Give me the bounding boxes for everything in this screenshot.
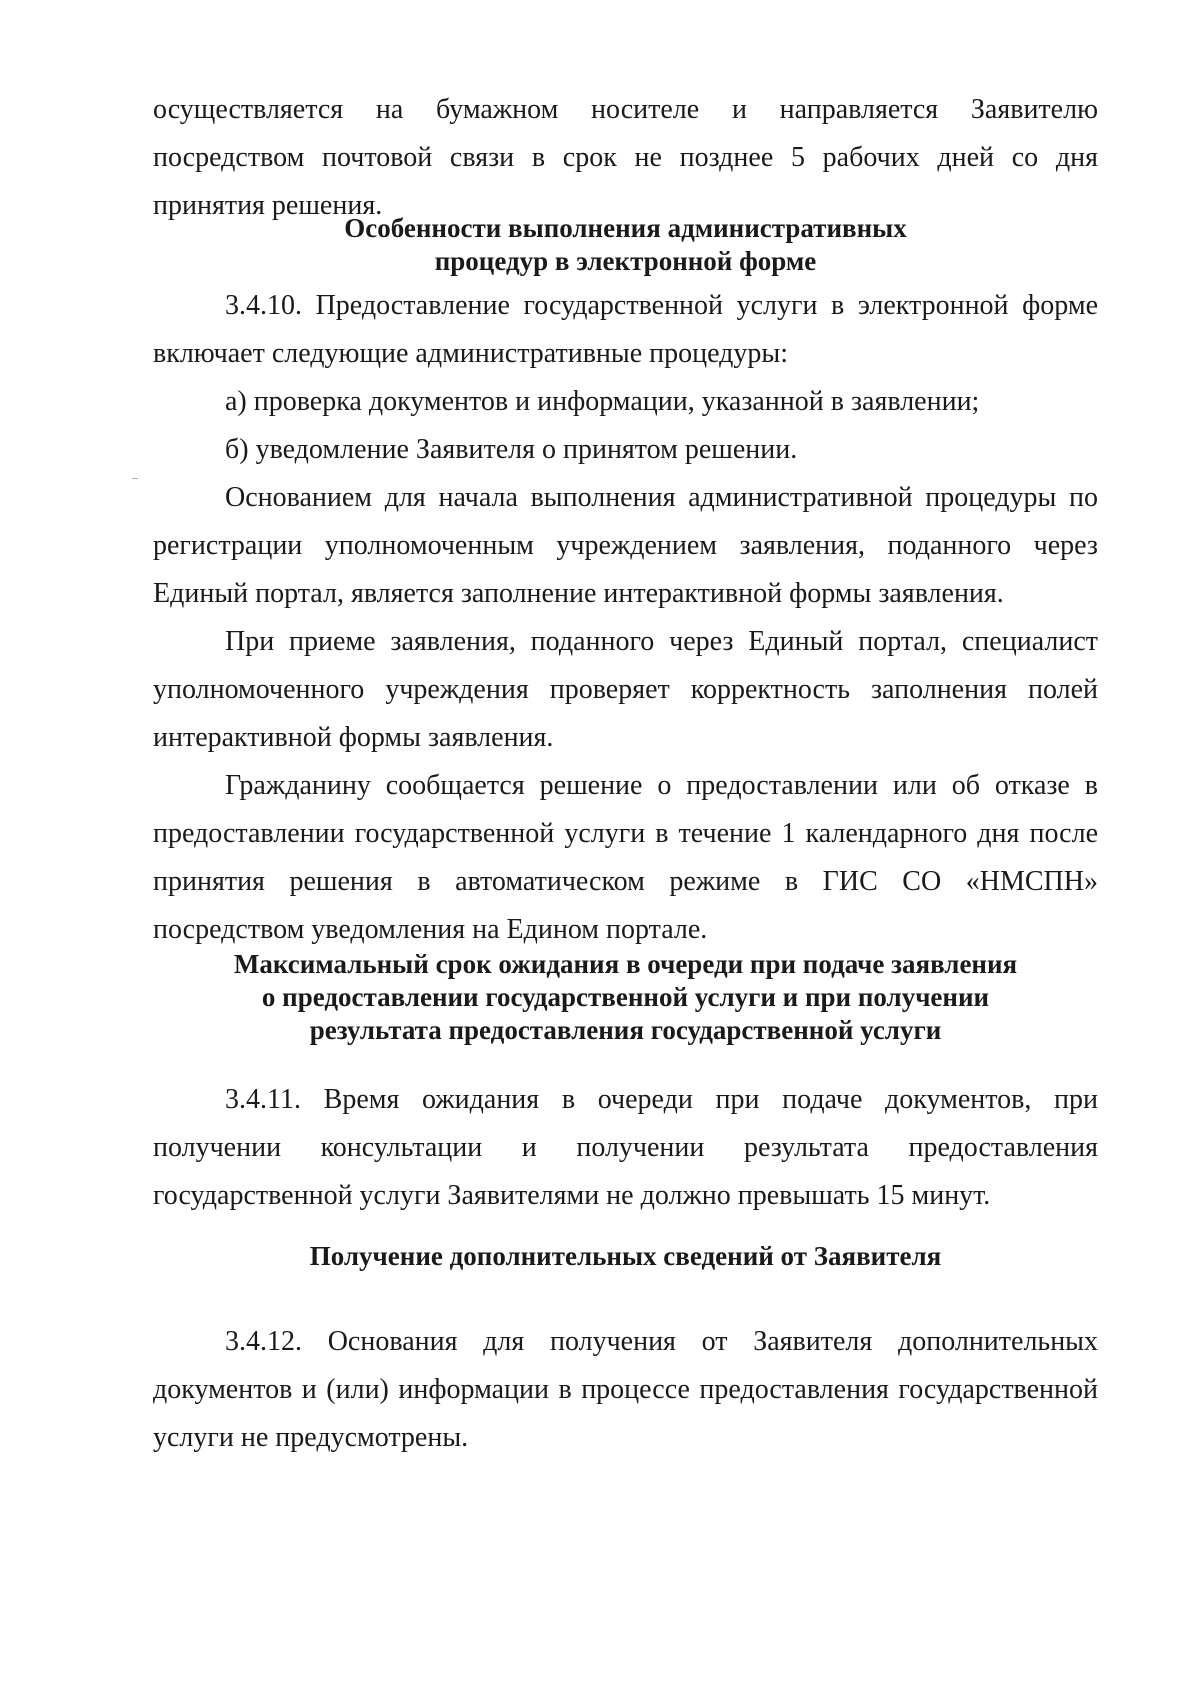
section-body-queue-time — [153, 1076, 1098, 1220]
paragraph-registration-basis: Основанием для начала выполнения административной процедуры по регистрации уполномоченным учреждением заявления, поданного через Единый портал, является заполнение интерактивной формы заявления. — [153, 482, 1098, 609]
section-heading-queue-time — [153, 948, 1098, 1047]
list-item-a: а) проверка документов и информации, указанной в заявлении; — [225, 386, 980, 417]
heading-line: процедур в электронной форме — [434, 246, 817, 276]
margin-mark — [132, 478, 138, 479]
paragraph-3-4-12: 3.4.12. Основания для получения от Заявителя дополнительных документов и (или) информации в процессе предоставления государственной услуги не предусмотрены. — [153, 1326, 1098, 1453]
heading-line: Максимальный срок ожидания в очереди при подаче заявления — [233, 949, 1018, 979]
section-body-electronic-form — [153, 282, 1098, 954]
list-item-b: б) уведомление Заявителя о принятом решении. — [225, 434, 798, 465]
section-heading-electronic-form — [153, 212, 1098, 278]
section-body-additional-info — [153, 1318, 1098, 1462]
section-heading-additional-info — [153, 1240, 1098, 1273]
paragraph-3-4-11: 3.4.11. Время ожидания в очереди при подаче документов, при получении консультации и получении результата предоставления государственной услуги Заявителями не должно превышать 15 минут. — [153, 1084, 1098, 1211]
paragraph-application-check: При приеме заявления, поданного через Единый портал, специалист уполномоченного учреждения проверяет корректность заполнения полей интерактивной формы заявления. — [153, 626, 1098, 753]
paragraph-3-4-10: 3.4.10. Предоставление государственной услуги в электронной форме включает следующие административные процедуры: — [153, 290, 1098, 369]
heading-line: Получение дополнительных сведений от Заявителя — [309, 1241, 942, 1271]
intro-paragraph: осуществляется на бумажном носителе и направляется Заявителю посредством почтовой связи в срок не позднее 5 рабочих дней со дня принятия решения. — [153, 94, 1098, 221]
heading-line: Особенности выполнения административных — [344, 213, 907, 243]
heading-line: результата предоставления государственной услуги — [309, 1015, 942, 1045]
heading-line: о предоставлении государственной услуги и при получении — [261, 982, 990, 1012]
intro-block — [153, 86, 1098, 230]
paragraph-decision-notice: Гражданину сообщается решение о предоставлении или об отказе в предоставлении государственной услуги в течение 1 календарного дня после принятия решения в автоматическом режиме в ГИС СО «НМСПН» посредством уведомления на Едином портале. — [153, 770, 1098, 945]
